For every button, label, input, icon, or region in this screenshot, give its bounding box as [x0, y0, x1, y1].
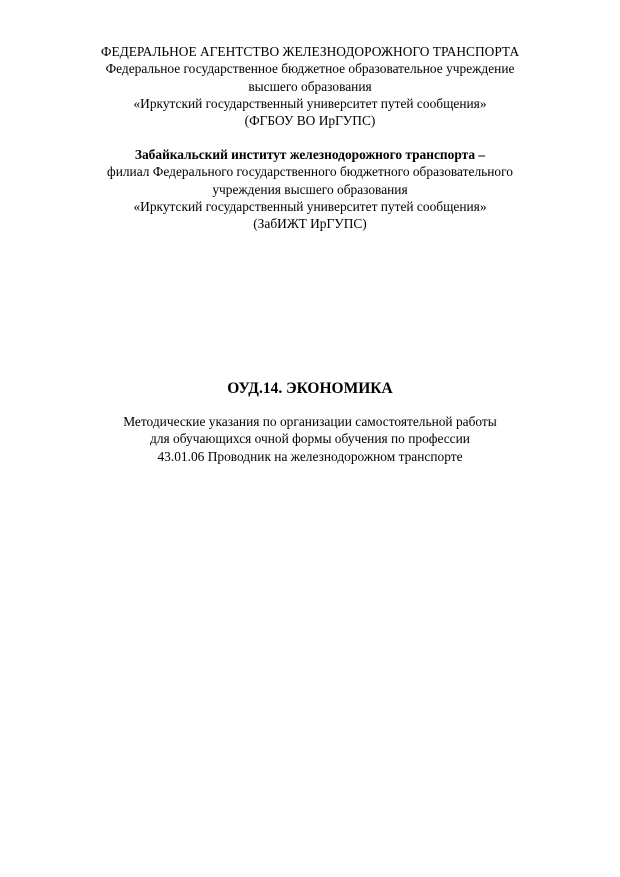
- institute-branch-line1: филиал Федерального государственного бюджетного образовательного: [107, 164, 513, 180]
- institute-header: [0, 146, 620, 232]
- institute-name: Забайкальский институт железнодорожного транспорта –: [134, 147, 486, 162]
- document-description: [0, 413, 620, 465]
- document-title: ОУД.14. ЭКОНОМИКА: [227, 380, 393, 397]
- agency-name: ФЕДЕРАЛЬНОЕ АГЕНТСТВО ЖЕЛЕЗНОДОРОЖНОГО ТРАНСПОРТА: [100, 44, 520, 59]
- institute-branch-line2: учреждения высшего образования: [212, 181, 408, 197]
- organization-header: [0, 43, 620, 129]
- university-abbreviation: (ФГБОУ ВО ИрГУПС): [244, 113, 376, 129]
- university-name: «Иркутский государственный университет путей сообщения»: [133, 95, 487, 111]
- description-line3: 43.01.06 Проводник на железнодорожном транспорте: [157, 448, 463, 464]
- university-type-line2: высшего образования: [248, 78, 372, 94]
- institute-university-name: «Иркутский государственный университет путей сообщения»: [133, 198, 487, 214]
- university-type-line1: Федеральное государственное бюджетное образовательное учреждение: [105, 61, 515, 77]
- description-line2: для обучающихся очной формы обучения по профессии: [150, 431, 470, 447]
- description-line1: Методические указания по организации самостоятельной работы: [123, 414, 497, 429]
- institute-abbreviation: (ЗабИЖТ ИрГУПС): [253, 216, 367, 232]
- document-title-block: [0, 379, 620, 399]
